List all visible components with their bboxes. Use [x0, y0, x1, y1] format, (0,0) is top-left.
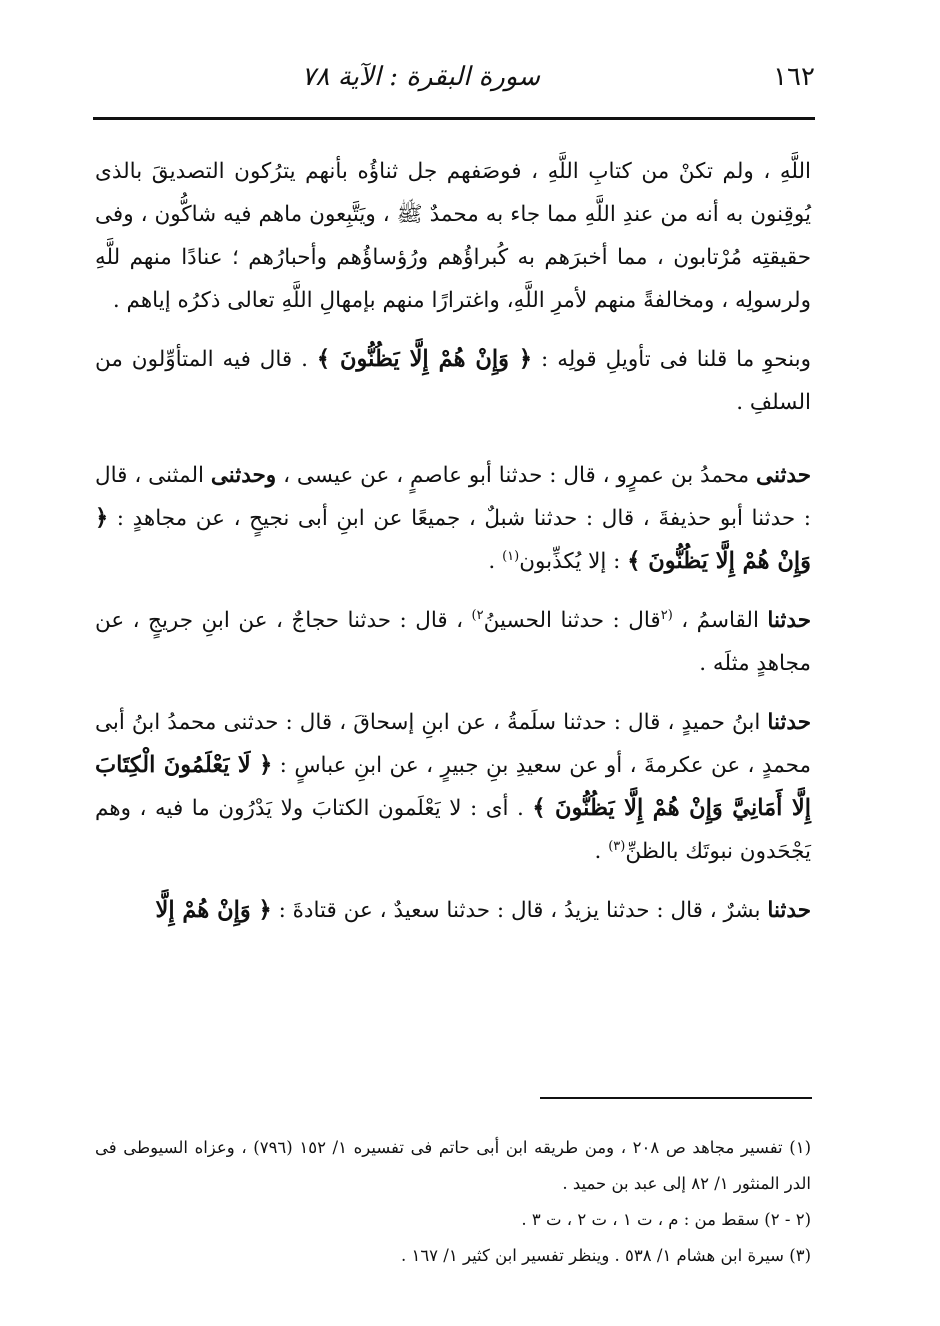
footnote-2: (٢ - ٢) سقط من : م ، ت ١ ، ت ٢ ، ت ٣ . [521, 1210, 811, 1229]
isnad-lead: حدثنا [767, 898, 811, 923]
paragraph-text: . قال فيه المتأوِّلون من السلفِ . [95, 347, 811, 415]
paragraph-text: : إلا يُكذِّبون [519, 549, 628, 574]
footnotes [95, 1130, 811, 1274]
quran-verse: ﴿ لَا يَعْلَمُونَ الْكِتَابَ إِلَّا أَمَانِيَّ وَإِنْ هُمْ إِلَّا يَظُنُّونَ ﴾ [95, 752, 811, 821]
paragraph-text: بشرٌ ، قال : حدثنا يزيدُ ، قال : حدثنا سعيدٌ ، عن قتادةَ : [271, 898, 768, 923]
page-header [95, 62, 815, 106]
isnad-lead: حدثنى [756, 463, 811, 488]
paragraph-text: اللَّهِ ، ولم تكنْ من كتابِ اللَّهِ ، فوصَفهم جل ثناؤُه بأنهم يترُكون التصديقَ بالذى يُوقِنون به أنه من عندِ اللَّهِ مما جاء به محمدٌ ﷺ ، ويَتَّبِعون ماهم فيه شاكُّون ، وفى حقيقتِه مُرْتابون ، مما أخبرَهم به كُبراؤُهم ورُؤساؤُهم وأحبارُهم ؛ عنادًا منهم للَّهِ ولرسولِه ، ومخالفةً منهم لأمرِ اللَّهِ، واغترارًا منهم بإمهالِ اللَّهِ تعالى ذكرُه إياهم . [95, 159, 811, 313]
paragraph-text: قال : حدثنا الحسينُ [483, 608, 661, 633]
quran-verse: ﴿ وَإِنْ هُمْ إِلَّا يَظُنُّونَ ﴾ [316, 346, 533, 372]
footnote-1: (١) تفسير مجاهد ص ٢٠٨ ، ومن طريقه ابن أبى حاتم فى تفسيره ١/ ١٥٢ (٧٩٦) ، وعزاه السيوطى فى الدر المنثور ١/ ٨٢ إلى عبد بن حميد . [95, 1138, 811, 1193]
isnad-lead: وحدثنى [210, 463, 277, 488]
paragraph-text: محمدُ بن عمرٍو ، قال : حدثنا أبو عاصمٍ ، عن عيسى ، [276, 463, 757, 488]
isnad-lead: حدثنا [767, 608, 811, 633]
paragraph-text: ابنُ حميدٍ ، قال : حدثنا سلَمةُ ، عن ابنِ إسحاقَ ، قال : حدثنى محمدُ ابنُ أبى محمدٍ ، عن عكرمةَ ، أو عن سعيدِ بنِ جبيرٍ ، عن ابنِ عباسٍ : [95, 710, 811, 778]
footnote-marker[interactable]: (١) [502, 548, 520, 564]
paragraph-3 [95, 454, 811, 583]
footnote-rule [540, 1097, 812, 1099]
paragraph-text: . [488, 549, 503, 574]
footnote-marker[interactable]: (٢ [660, 607, 673, 623]
paragraph-text: ، قال : حدثنا حجاجٌ ، عن ابنِ جريجٍ ، عن مجاهدٍ مثلَه . [95, 608, 811, 676]
paragraph-1 [95, 150, 811, 322]
paragraph-5 [95, 701, 811, 873]
paragraph-2 [95, 338, 811, 424]
isnad-lead: حدثنا [767, 710, 811, 735]
footnote-marker[interactable]: (٣) [608, 838, 626, 854]
page-number: ١٦٢ [773, 62, 815, 92]
paragraph-text: القاسمُ ، [672, 608, 768, 633]
quran-verse: ﴿ وَإِنْ هُمْ إِلَّا يَظُنُّونَ ﴾ [95, 505, 811, 574]
paragraph-text: المثنى ، قال : حدثنا أبو حذيفةَ ، قال : حدثنا شبلٌ ، جميعًا عن ابنِ أبى نجيحٍ ، عن مجاهدٍ : [95, 463, 811, 531]
main-text [95, 150, 811, 948]
quran-verse: ﴿ وَإِنْ هُمْ إِلَّا [155, 897, 272, 923]
running-title: سورة البقرة : الآية ٧٨ [301, 62, 540, 92]
paragraph-text: . أى : لا يَعْلَمون الكتابَ ولا يَدْرُون ما فيه ، وهم يَجْحَدون نبوتَك بالظنِّ [95, 796, 811, 864]
paragraph-text: وبنحوِ ما قلنا فى تأويلِ قولِه : [532, 347, 811, 372]
paragraph-4 [95, 599, 811, 685]
header-rule [93, 117, 815, 120]
footnote-3: (٣) سيرة ابن هشام ١/ ٥٣٨ . وينظر تفسير ابن كثير ١/ ١٦٧ . [400, 1246, 811, 1265]
paragraph-6 [95, 889, 811, 932]
paragraph-text: . [594, 839, 609, 864]
footnote-marker[interactable]: ٢) [471, 607, 484, 623]
